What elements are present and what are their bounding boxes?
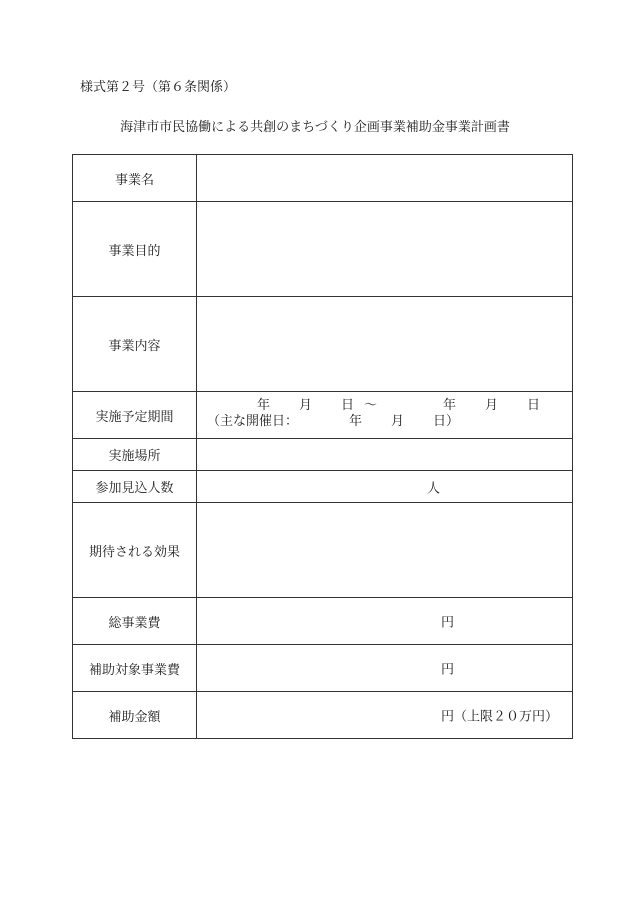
unit-yen-total: 円 <box>441 615 455 631</box>
field-project-name[interactable] <box>197 155 573 202</box>
label-venue: 実施場所 <box>73 439 197 471</box>
field-total-cost[interactable] <box>197 598 573 645</box>
row-project-content <box>73 297 573 392</box>
plan-table <box>72 154 573 739</box>
field-project-content[interactable] <box>197 297 573 392</box>
row-eligible-cost <box>73 645 573 692</box>
row-period <box>73 392 573 439</box>
period-main-date <box>197 414 572 430</box>
field-subsidy-amount[interactable] <box>197 692 573 739</box>
row-project-name <box>73 155 573 202</box>
period-end-year-unit: 年 <box>443 398 457 413</box>
form-number: 様式第２号（第６条関係） <box>80 80 237 95</box>
row-expected-effect <box>73 503 573 598</box>
period-range <box>197 398 572 414</box>
label-total-cost: 総事業費 <box>73 598 197 645</box>
label-eligible-cost: 補助対象事業費 <box>73 645 197 692</box>
main-date-prefix: （主な開催日： <box>207 414 299 429</box>
main-date-year-unit: 年 <box>349 414 363 429</box>
main-date-suffix: 日） <box>433 414 460 429</box>
unit-yen-subsidy-limit: 円（上限２０万円） <box>441 709 559 725</box>
field-eligible-cost[interactable] <box>197 645 573 692</box>
row-total-cost <box>73 598 573 645</box>
label-expected-effect: 期待される効果 <box>73 503 197 598</box>
field-venue[interactable] <box>197 439 573 471</box>
period-start-year-unit: 年 <box>257 398 271 413</box>
period-end-month-unit: 月 <box>485 398 499 413</box>
label-project-purpose: 事業目的 <box>73 202 197 297</box>
field-participants[interactable] <box>197 471 573 503</box>
unit-yen-eligible: 円 <box>441 662 455 678</box>
row-venue <box>73 439 573 471</box>
row-participants <box>73 471 573 503</box>
row-project-purpose <box>73 202 573 297</box>
label-subsidy-amount: 補助金額 <box>73 692 197 739</box>
label-period: 実施予定期間 <box>73 392 197 439</box>
label-project-content: 事業内容 <box>73 297 197 392</box>
period-start-day-unit: 日 <box>341 398 355 413</box>
document-title: 海津市市民協働による共創のまちづくり企画事業補助金事業計画書 <box>120 120 510 135</box>
field-period[interactable] <box>197 392 573 439</box>
label-participants: 参加見込人数 <box>73 471 197 503</box>
label-project-name: 事業名 <box>73 155 197 202</box>
period-end-day-unit: 日 <box>527 398 541 413</box>
main-date-month-unit: 月 <box>391 414 405 429</box>
period-start-month-unit: 月 <box>299 398 313 413</box>
row-subsidy-amount <box>73 692 573 739</box>
period-tilde: ～ <box>364 398 378 413</box>
unit-persons: 人 <box>427 481 441 496</box>
field-project-purpose[interactable] <box>197 202 573 297</box>
field-expected-effect[interactable] <box>197 503 573 598</box>
